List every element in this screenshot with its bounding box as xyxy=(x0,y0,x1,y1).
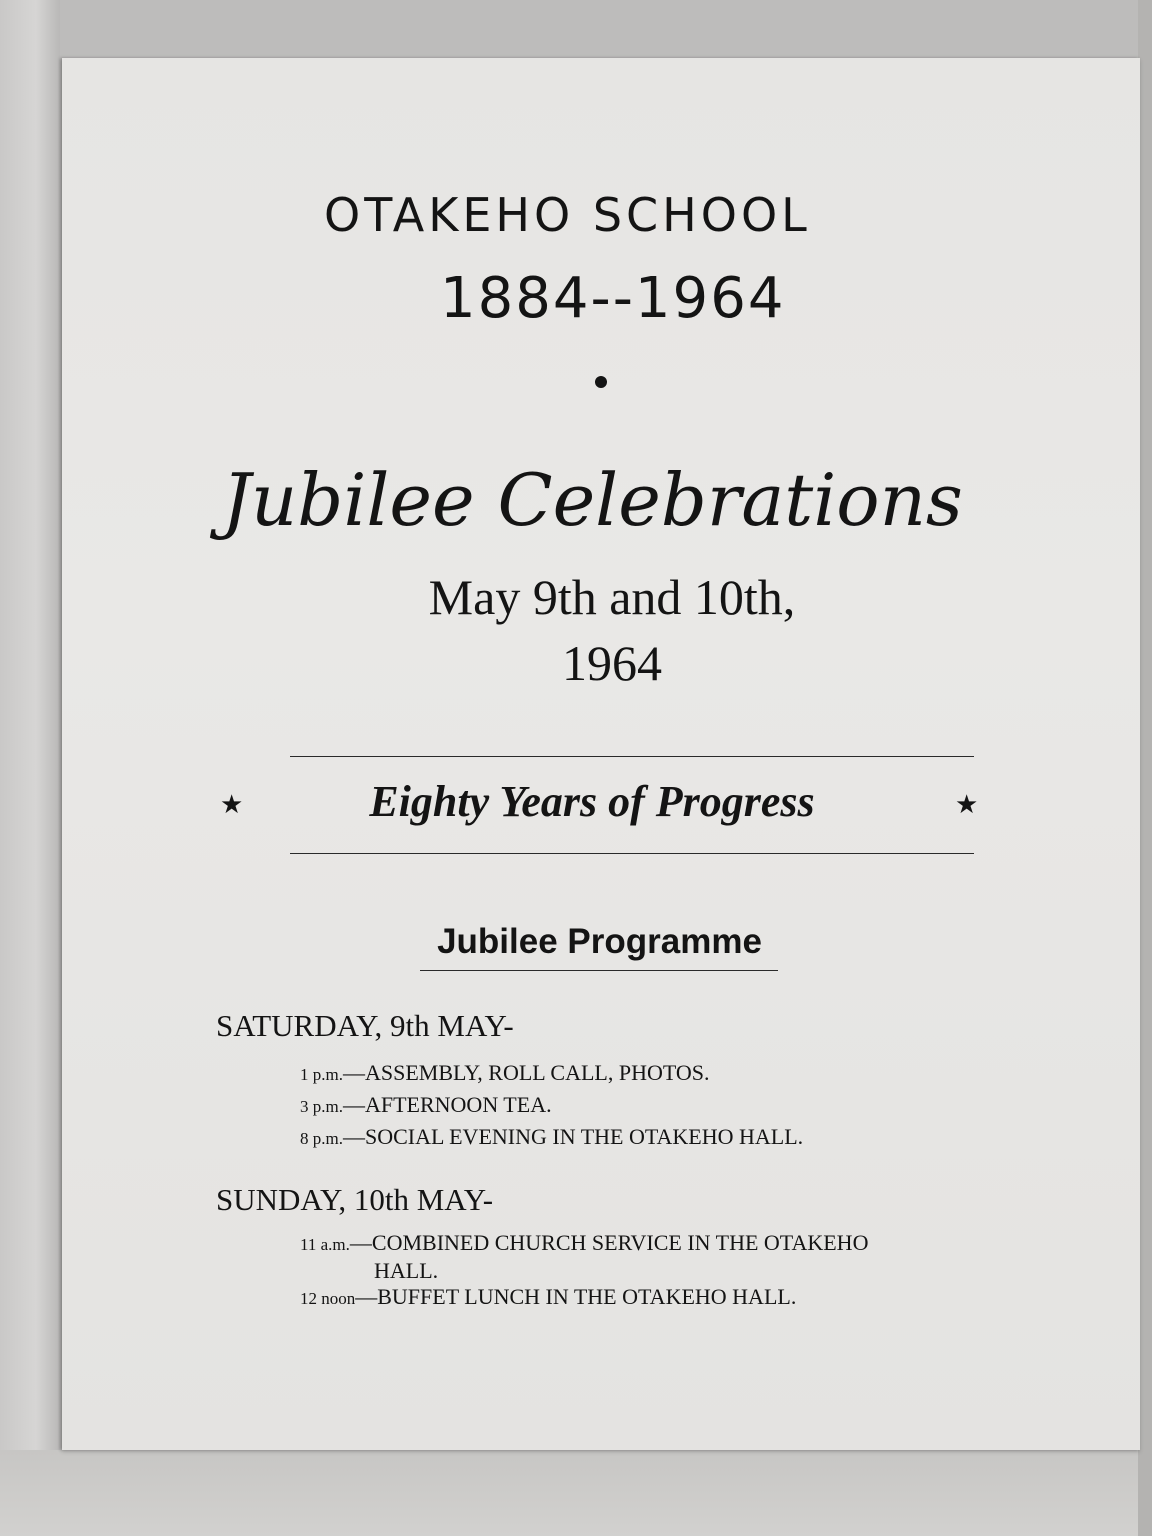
separator-dot xyxy=(595,376,607,388)
sunday-event xyxy=(300,1230,1000,1284)
sunday-event xyxy=(300,1284,1000,1312)
celebration-heading: Jubilee Celebrations xyxy=(222,458,963,542)
sunday-heading: SUNDAY, 10th MAY- xyxy=(216,1182,494,1217)
tagline-rule-bottom xyxy=(290,853,974,854)
table-surface xyxy=(0,1450,1152,1536)
saturday-event xyxy=(300,1060,1000,1088)
school-title: OTAKEHO SCHOOL xyxy=(324,188,811,242)
event-time: 11 a.m. xyxy=(300,1235,350,1254)
tagline-rule-top xyxy=(290,756,974,757)
event-time: 1 p.m. xyxy=(300,1065,343,1084)
star-right-icon: ★ xyxy=(955,790,979,820)
event-time: 8 p.m. xyxy=(300,1129,343,1148)
right-page-edge xyxy=(1138,0,1152,1536)
saturday-event xyxy=(300,1092,1000,1120)
programme-title-underline xyxy=(420,970,778,971)
tagline: Eighty Years of Progress xyxy=(369,777,815,826)
event-time: 12 noon xyxy=(300,1289,356,1308)
years-range: 1884--1964 xyxy=(440,266,786,331)
saturday-event xyxy=(300,1124,1000,1152)
event-description: —AFTERNOON TEA. xyxy=(342,1092,552,1117)
event-description-continued: HALL. xyxy=(374,1258,439,1283)
event-description: —SOCIAL EVENING IN THE OTAKEHO HALL. xyxy=(342,1124,804,1149)
star-left-icon: ★ xyxy=(220,790,244,820)
event-time: 3 p.m. xyxy=(300,1097,343,1116)
left-page-edge xyxy=(0,0,60,1536)
programme-title: Jubilee Programme xyxy=(437,922,762,961)
event-description: —BUFFET LUNCH IN THE OTAKEHO HALL. xyxy=(355,1284,797,1309)
event-description: —COMBINED CHURCH SERVICE IN THE OTAKEHO xyxy=(349,1230,869,1255)
document-page xyxy=(62,58,1140,1450)
event-year: 1964 xyxy=(562,635,662,691)
event-dates: May 9th and 10th, xyxy=(428,569,796,625)
saturday-heading: SATURDAY, 9th MAY- xyxy=(216,1008,514,1043)
event-description: —ASSEMBLY, ROLL CALL, PHOTOS. xyxy=(342,1060,710,1085)
